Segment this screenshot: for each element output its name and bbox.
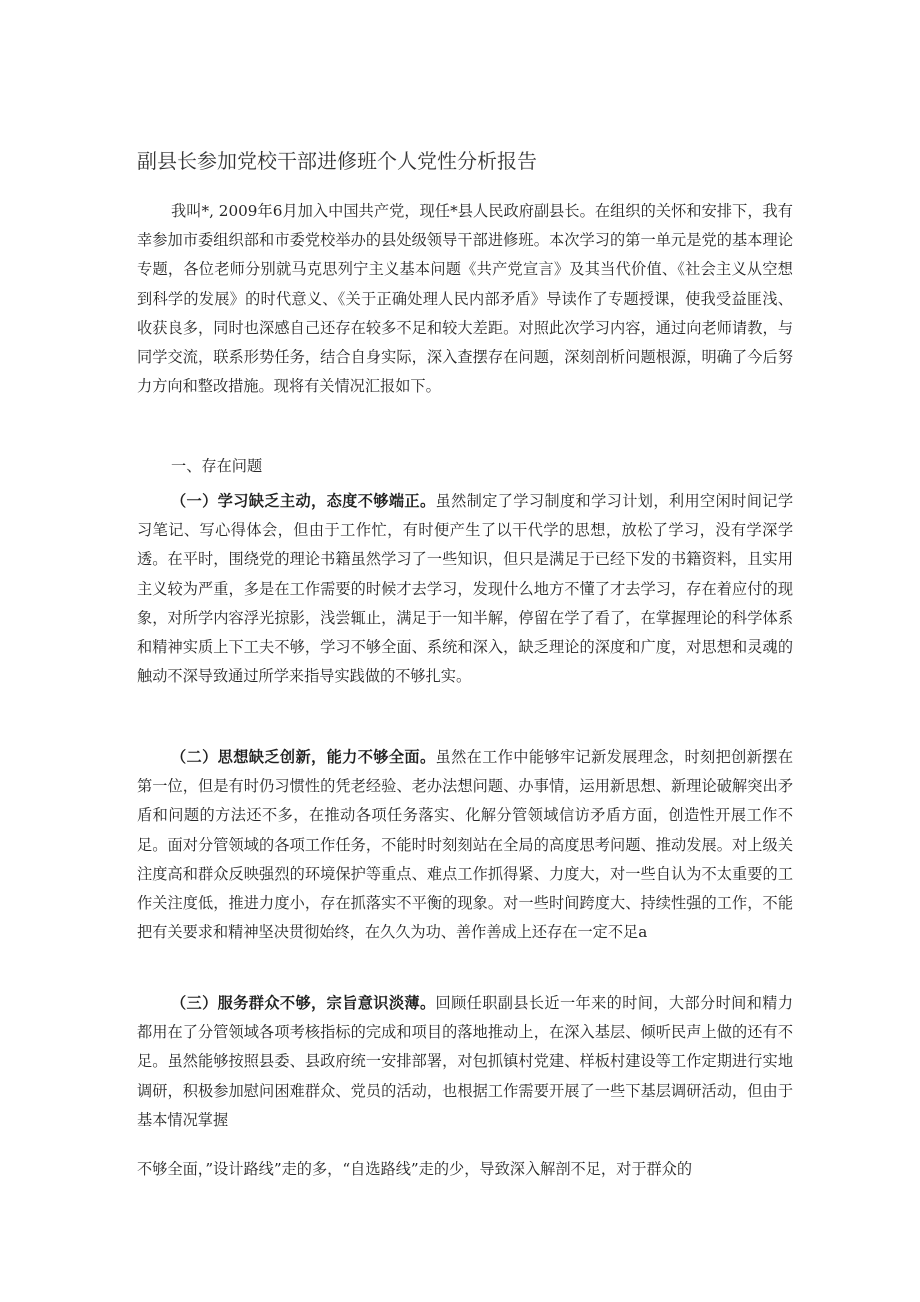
intro-paragraph: 我叫*, 2009年6月加入中国共产党，现任*县人民政府副县长。在组织的关怀和安排下，我有幸参加市委组织部和市委党校举办的县处级领导干部进修班。本次学习的第一单元是党的基本理论专题，各位老师分别就马克思列宁主义基本问题《共产党宣言》及其当代价值、《社会主义从空想到科学的发展》的时代意义、《关于正确处理人民内部矛盾》导读作了专题授课，使我受益匪浅、收获良多，同时也深感自己还存在较多不足和较大差距。对照此次学习内容，通过向老师请教，与同学交流，联系形势任务，结合自身实际，深入查摆存在问题，深刻剖析问题根源，明确了今后努力方向和整改措施。现将有关情况汇报如下。 <box>137 202 793 396</box>
item-paragraph-2 <box>137 743 793 947</box>
continuation-paragraph: 不够全面，”设计路线”走的多，“自选路线”走的少，导致深入解剖不足，对于群众的 <box>137 1160 693 1178</box>
item-text-2: 虽然在工作中能够牢记新发展理念，时刻把创新摆在第一位，但是有时仍习惯性的凭老经验、老办法想问题、办事情，运用新思想、新理论破解突出矛盾和问题的方法还不多，在推动各项任务落实、化解分管领域信访矛盾方面，创造性开展工作不足。面对分管领域的各项工作任务，不能时时刻刻站在全局的高度思考问题、推动发展。对上级关注度高和群众反映强烈的环境保护等重点、难点工作抓得紧、力度大，对一些自认为不太重要的工作关注度低，推进力度小，存在抓落实不平衡的现象。对一些时间跨度大、持续性强的工作，不能把有关要求和精神坚决贯彻始终，在久久为功、善作善成上还存在一定不足a <box>137 748 794 942</box>
item-paragraph-3 <box>137 989 793 1135</box>
section-heading: 一、存在问题 <box>171 457 263 475</box>
item-lead-3: （三）服务群众不够，宗旨意识淡薄。 <box>171 994 436 1012</box>
document-title: 副县长参加党校干部进修班个人党性分析报告 <box>137 149 537 173</box>
item-lead-1: （一）学习缺乏主动，态度不够端正。 <box>171 492 436 510</box>
item-paragraph-1 <box>137 487 793 691</box>
item-lead-2: （二）思想缺乏创新，能力不够全面。 <box>171 748 436 766</box>
item-text-1: 虽然制定了学习制度和学习计划，利用空闲时间记学习笔记、写心得体会，但由于工作忙，有时便产生了以干代学的思想，放松了学习，没有学深学透。在平时，围绕党的理论书籍虽然学习了一些知识，但只是满足于已经下发的书籍资料，且实用主义较为严重，多是在工作需要的时候才去学习，发现什么地方不懂了才去学习，存在着应付的现象，对所学内容浮光掠影，浅尝辄止，满足于一知半解，停留在学了看了，在掌握理论的科学体系和精神实质上下工夫不够，学习不够全面、系统和深入，缺乏理论的深度和广度，对思想和灵魂的触动不深导致通过所学来指导实践做的不够扎实。 <box>137 492 794 686</box>
item-text-3: 回顾任职副县长近一年来的时间，大部分时间和精力都用在了分管领域各项考核指标的完成和项目的落地推动上，在深入基层、倾听民声上做的还有不足。虽然能够按照县委、县政府统一安排部署，对包抓镇村党建、样板村建设等工作定期进行实地调研，积极参加慰问困难群众、党员的活动，也根据工作需要开展了一些下基层调研活动，但由于基本情况掌握 <box>137 994 794 1129</box>
